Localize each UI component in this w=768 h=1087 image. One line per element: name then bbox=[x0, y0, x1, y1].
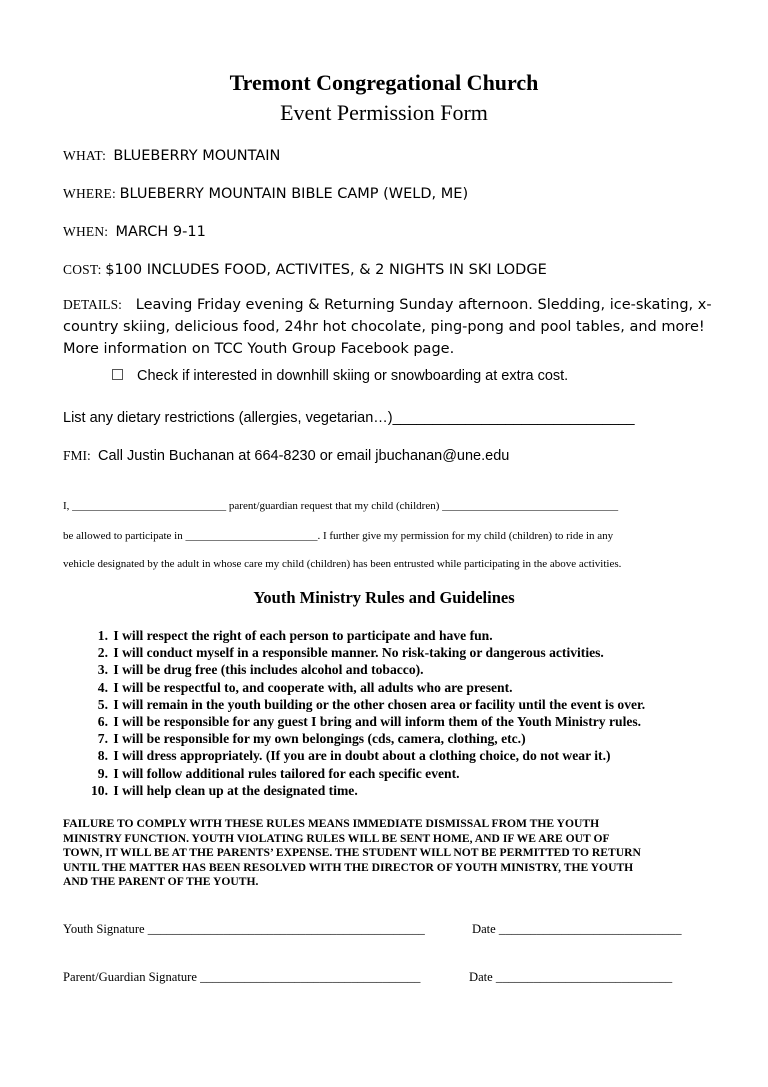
dietary-restrictions-field[interactable]: List any dietary restrictions (allergies, vegetarian…)______________________________ bbox=[63, 410, 635, 426]
warning-line: UNTIL THE MATTER HAS BEEN RESOLVED WITH THE DIRECTOR OF YOUTH MINISTRY, THE YOUTH bbox=[63, 860, 634, 874]
rule-item: 1. I will respect the right of each person to participate and have fun. bbox=[97, 628, 493, 643]
details-label: DETAILS: bbox=[63, 297, 122, 312]
failure-warning bbox=[63, 817, 723, 890]
details-value: Leaving Friday evening & Returning Sunday afternoon. Sledding, ice-skating, x-country skiing, delicious food, 24hr hot chocolate, ping-pong and pool tables, and more! More information on TCC Youth Group Facebook page. bbox=[63, 297, 712, 357]
cost-value: $100 INCLUDES FOOD, ACTIVITES, & 2 NIGHTS IN SKI LODGE bbox=[105, 262, 547, 278]
rule-item: 7. I will be responsible for my own belongings (cds, camera, clothing, etc.) bbox=[97, 731, 526, 747]
fmi-label: FMI: bbox=[63, 448, 91, 463]
rule-item: 4. I will be respectful to, and cooperate with, all adults who are present. bbox=[97, 679, 513, 695]
warning-line: TOWN, IT WILL BE AT THE PARENTS’ EXPENSE. THE STUDENT WILL NOT BE PERMITTED TO RETURN bbox=[63, 846, 641, 860]
where-value: BLUEBERRY MOUNTAIN BIBLE CAMP (WELD, ME) bbox=[119, 186, 469, 202]
fmi-row bbox=[63, 448, 509, 465]
details-paragraph bbox=[63, 294, 723, 360]
rules-list bbox=[84, 627, 645, 799]
when-row bbox=[63, 224, 206, 241]
permission-line-1[interactable]: I, ____________________________ parent/guardian request that my child (children) ________________________________ bbox=[63, 500, 619, 512]
permission-line-2[interactable]: be allowed to participate in ________________________. I further give my permission for my child (children) to ride in any bbox=[63, 530, 614, 542]
fmi-text: Call Justin Buchanan at 664-8230 or email jbuchanan@une.edu bbox=[98, 448, 510, 464]
cost-row bbox=[63, 262, 547, 279]
cost-label: COST: bbox=[63, 262, 102, 277]
when-value: MARCH 9-11 bbox=[115, 224, 206, 240]
youth-signature-field[interactable]: Youth Signature ____________________________________________ bbox=[63, 922, 425, 936]
youth-date-field[interactable]: Date _____________________________ bbox=[472, 922, 682, 936]
ski-interest-checkbox[interactable] bbox=[112, 369, 123, 380]
rule-item: 3. I will be drug free (this includes alcohol and tobacco). bbox=[97, 662, 424, 678]
rule-item: 5. I will remain in the youth building or the other chosen area or facility until the event is over. bbox=[97, 696, 646, 712]
rule-item: 10. I will help clean up at the designated time. bbox=[91, 782, 358, 798]
rule-item: 2. I will conduct myself in a responsible manner. No risk-taking or dangerous activities. bbox=[97, 645, 604, 661]
what-row bbox=[63, 148, 280, 165]
where-label: WHERE: bbox=[63, 186, 116, 201]
permission-line-3: vehicle designated by the adult in whose care my child (children) has been entrusted while participating in the above activities. bbox=[63, 558, 622, 570]
where-row bbox=[63, 186, 468, 203]
when-label: WHEN: bbox=[63, 224, 109, 239]
church-title: Tremont Congregational Church bbox=[229, 70, 539, 95]
rule-item: 8. I will dress appropriately. (If you are in doubt about a clothing choice, do not wear it.) bbox=[97, 748, 611, 764]
parent-signature-field[interactable]: Parent/Guardian Signature ___________________________________ bbox=[63, 970, 421, 984]
form-subtitle: Event Permission Form bbox=[280, 100, 488, 125]
warning-line: AND THE PARENT OF THE YOUTH. bbox=[63, 875, 259, 889]
rule-item: 9. I will follow additional rules tailored for each specific event. bbox=[97, 765, 460, 781]
parent-date-field[interactable]: Date ____________________________ bbox=[469, 970, 673, 984]
what-value: BLUEBERRY MOUNTAIN bbox=[113, 148, 281, 164]
ski-interest-row bbox=[112, 368, 568, 384]
rules-heading: Youth Ministry Rules and Guidelines bbox=[253, 588, 515, 607]
rule-item: 6. I will be responsible for any guest I bring and will inform them of the Youth Ministry rules. bbox=[97, 714, 642, 730]
warning-line: MINISTRY FUNCTION. YOUTH VIOLATING RULES WILL BE SENT HOME, AND IF WE ARE OUT OF bbox=[63, 831, 610, 845]
warning-line: FAILURE TO COMPLY WITH THESE RULES MEANS IMMEDIATE DISMISSAL FROM THE YOUTH bbox=[63, 817, 600, 830]
ski-interest-label: Check if interested in downhill skiing or snowboarding at extra cost. bbox=[137, 368, 569, 384]
what-label: WHAT: bbox=[63, 148, 107, 163]
